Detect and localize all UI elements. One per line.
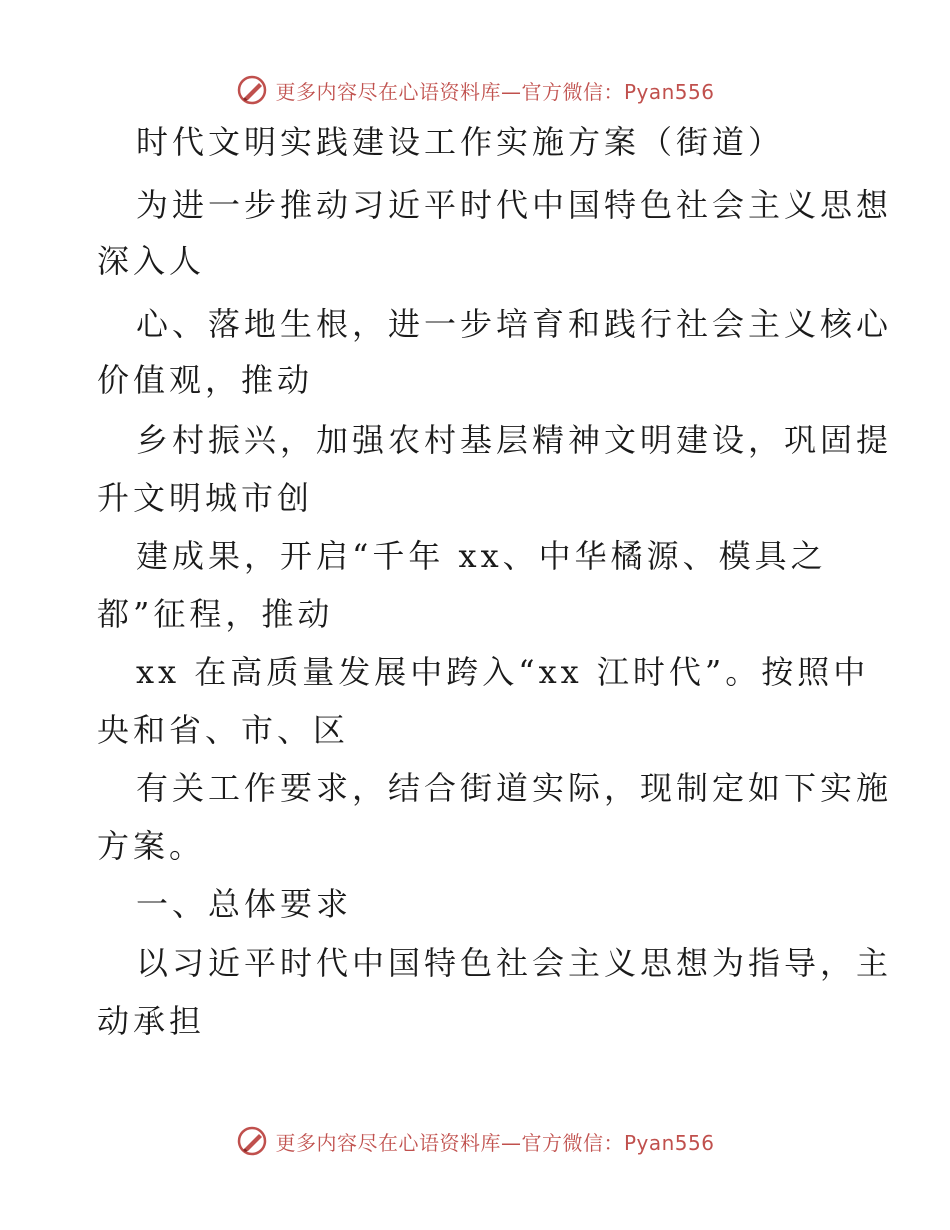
paragraph-line: 建成果，开启“千年 xx、中华橘源、模具之 (136, 537, 827, 575)
paragraph-line: 以习近平时代中国特色社会主义思想为指导，主 (136, 944, 893, 982)
paragraph-line: 有关工作要求，结合街道实际，现制定如下实施 (136, 769, 893, 807)
footer-watermark (0, 1121, 950, 1161)
paragraph-line: 都”征程，推动 (97, 595, 334, 633)
paragraph-line: 价值观，推动 (97, 361, 314, 399)
paragraph-line: 动承担 (97, 1002, 206, 1040)
paragraph-line: 为进一步推动习近平时代中国特色社会主义思想 (136, 186, 893, 224)
paragraph-line: 深入人 (97, 242, 206, 280)
document-title: 时代文明实践建设工作实施方案（街道） (136, 123, 785, 161)
section-heading: 一、总体要求 (136, 885, 353, 923)
paragraph-line: 心、落地生根，进一步培育和践行社会主义核心 (136, 305, 893, 343)
watermark-text: 更多内容尽在心语资料库—官方微信：Pyan556 (275, 1130, 715, 1155)
pen-logo-icon (235, 1124, 269, 1158)
header-watermark (0, 70, 950, 110)
paragraph-line: 升文明城市创 (97, 479, 314, 517)
paragraph-line: 乡村振兴，加强农村基层精神文明建设，巩固提 (136, 421, 893, 459)
pen-logo-icon (235, 73, 269, 107)
paragraph-line: 方案。 (97, 827, 206, 865)
watermark-text: 更多内容尽在心语资料库—官方微信：Pyan556 (275, 79, 715, 104)
paragraph-line: xx 在高质量发展中跨入“xx 江时代”。按照中 (136, 653, 870, 691)
paragraph-line: 央和省、市、区 (97, 711, 350, 749)
